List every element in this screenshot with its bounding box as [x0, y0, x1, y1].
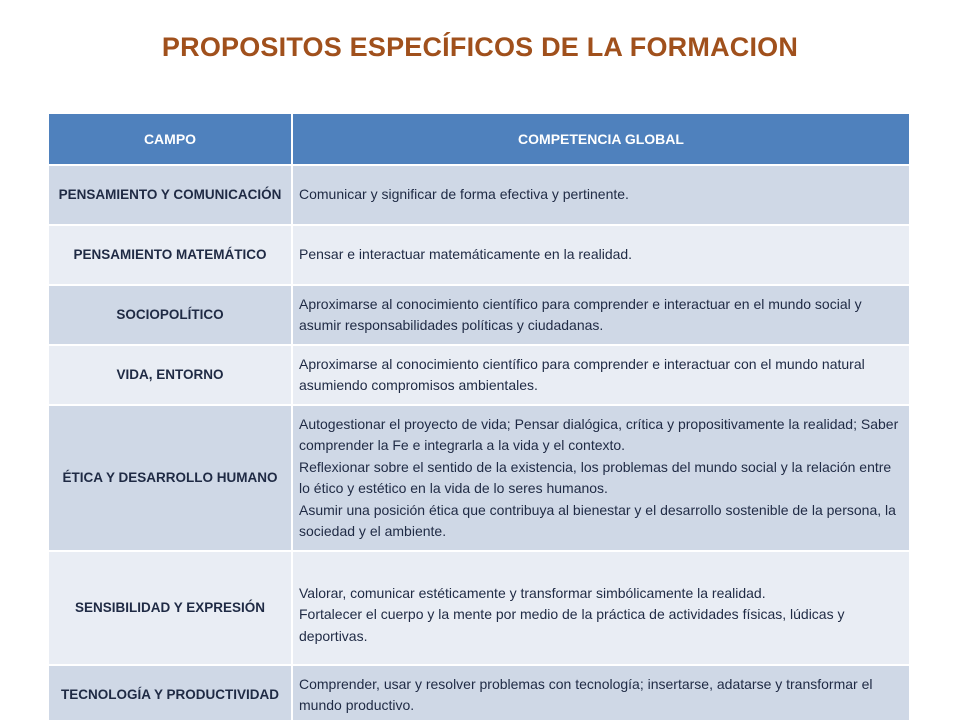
competencia-cell: Aproximarse al conocimiento científico para comprender e interactuar en el mundo social y asumir responsabilidades políticas y ciudadanas. [292, 285, 910, 345]
page-title: PROPOSITOS ESPECÍFICOS DE LA FORMACION [161, 32, 799, 62]
competencias-table [47, 112, 911, 720]
competencia-cell: Valorar, comunicar estéticamente y transformar simbólicamente la realidad. Fortalecer el cuerpo y la mente por medio de la práctica de actividades físicas, lúdicas y deportivas. [292, 551, 910, 665]
campo-cell: TECNOLOGÍA Y PRODUCTIVIDAD [48, 665, 292, 720]
table-row [48, 285, 910, 345]
header-competencia-global: COMPETENCIA GLOBAL [292, 113, 910, 165]
campo-cell: SOCIOPOLÍTICO [48, 285, 292, 345]
table-row [48, 665, 910, 720]
table-row [48, 345, 910, 405]
campo-cell: PENSAMIENTO MATEMÁTICO [48, 225, 292, 285]
table-row [48, 165, 910, 225]
table-row [48, 225, 910, 285]
campo-cell: VIDA, ENTORNO [48, 345, 292, 405]
competencia-cell: Comunicar y significar de forma efectiva y pertinente. [292, 165, 910, 225]
table-row [48, 405, 910, 551]
table-row [48, 551, 910, 665]
table-header-row [48, 113, 910, 165]
competencia-cell: Pensar e interactuar matemáticamente en la realidad. [292, 225, 910, 285]
competencia-cell: Comprender, usar y resolver problemas con tecnología; insertarse, adatarse y transformar el mundo productivo. [292, 665, 910, 720]
competencia-cell: Aproximarse al conocimiento científico para comprender e interactuar con el mundo natural asumiendo compromisos ambientales. [292, 345, 910, 405]
campo-cell: SENSIBILIDAD Y EXPRESIÓN [48, 551, 292, 665]
competencia-cell: Autogestionar el proyecto de vida; Pensar dialógica, crítica y propositivamente la realidad; Saber comprender la Fe e integrarla a la vida y el contexto. Reflexionar sobre el sentido de la existencia, los problemas del mundo social y la relación entre lo ético y estético en la vida de lo seres humanos. Asumir una posición ética que contribuya al bienestar y el desarrollo sostenible de la persona, la sociedad y el ambiente. [292, 405, 910, 551]
campo-cell: ÉTICA Y DESARROLLO HUMANO [48, 405, 292, 551]
header-campo: CAMPO [48, 113, 292, 165]
campo-cell: PENSAMIENTO Y COMUNICACIÓN [48, 165, 292, 225]
